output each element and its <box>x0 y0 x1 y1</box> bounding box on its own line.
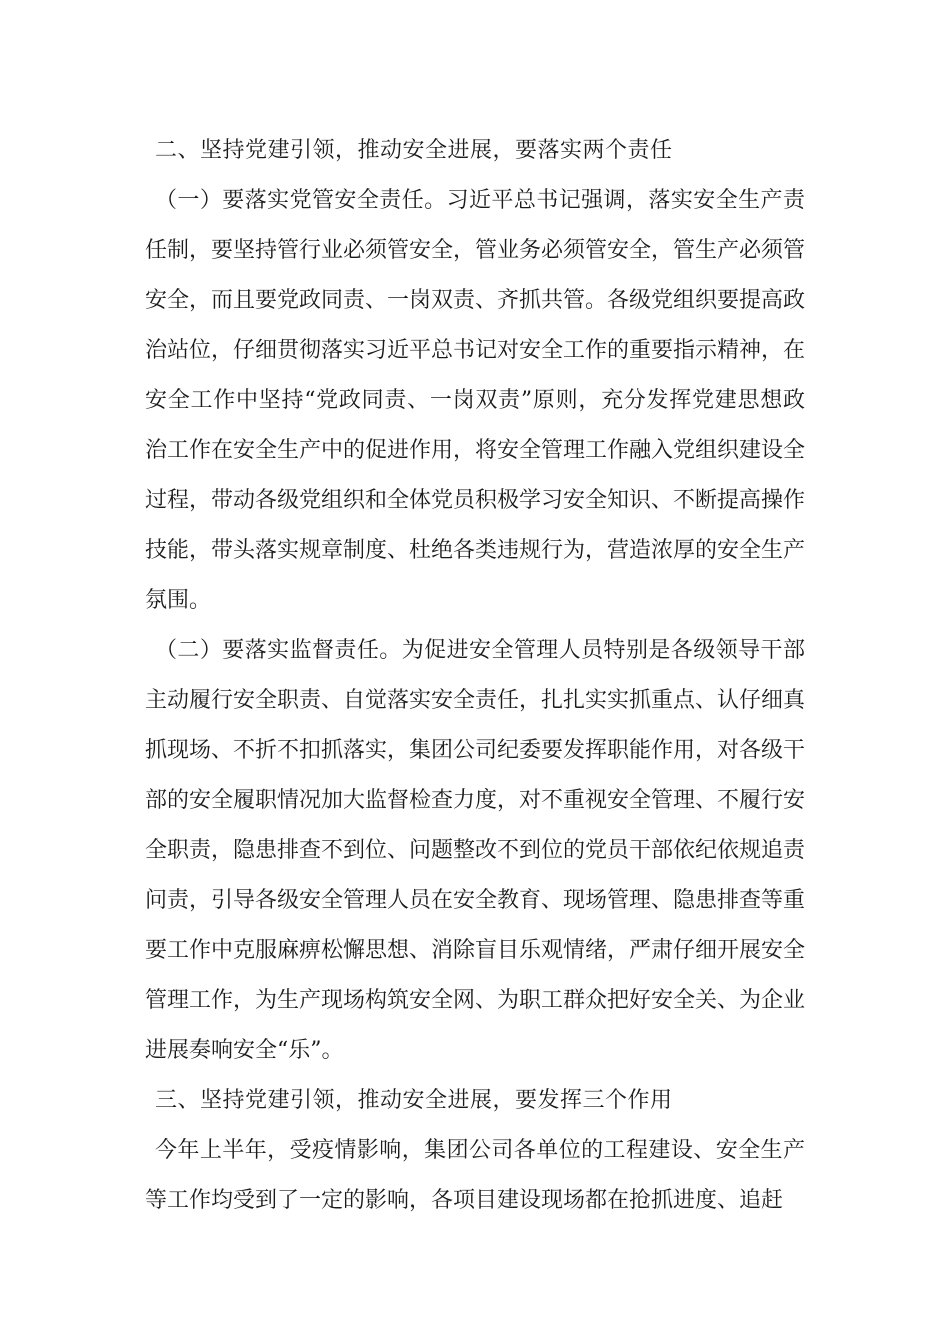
paragraph-party-safety-responsibility: （一）要落实党管安全责任。习近平总书记强调，落实安全生产责任制，要坚持管行业必须管安全，管业务必须管安全，管生产必须管安全，而且要党政同责、一岗双责、齐抓共管。各级党组织要提高政治站位，仔细贯彻落实习近平总书记对安全工作的重要指示精神，在安全工作中坚持“党政同责、一岗双责”原则，充分发挥党建思想政治工作在安全生产中的促进作用，将安全管理工作融入党组织建设全过程，带动各级党组织和全体党员积极学习安全知识、不断提高操作技能，带头落实规章制度、杜绝各类违规行为，营造浓厚的安全生产氛围。 <box>145 188 806 613</box>
section-heading-two: 二、坚持党建引领，推动安全进展，要落实两个责任 <box>155 138 673 163</box>
paragraph-supervision-responsibility: （二）要落实监督责任。为促进安全管理人员特别是各级领导干部主动履行安全职责、自觉落实安全责任，扎扎实实抓重点、认仔细真抓现场、不折不扣抓落实，集团公司纪委要发挥职能作用，对各级干部的安全履职情况加大监督检查力度，对不重视安全管理、不履行安全职责，隐患排查不到位、问题整改不到位的党员干部依纪依规追责问责，引导各级安全管理人员在安全教育、现场管理、隐患排查等重要工作中克服麻痹松懈思想、消除盲目乐观情绪，严肃仔细开展安全管理工作，为生产现场构筑安全网、为职工群众把好安全关、为企业进展奏响安全“乐”。 <box>145 638 806 1063</box>
document-body <box>145 126 805 1226</box>
paragraph-first-half-year: 今年上半年，受疫情影响，集团公司各单位的工程建设、安全生产等工作均受到了一定的影响，各项目建设现场都在抢抓进度、追赶 <box>145 1138 805 1213</box>
section-heading-three: 三、坚持党建引领，推动安全进展，要发挥三个作用 <box>155 1088 673 1113</box>
